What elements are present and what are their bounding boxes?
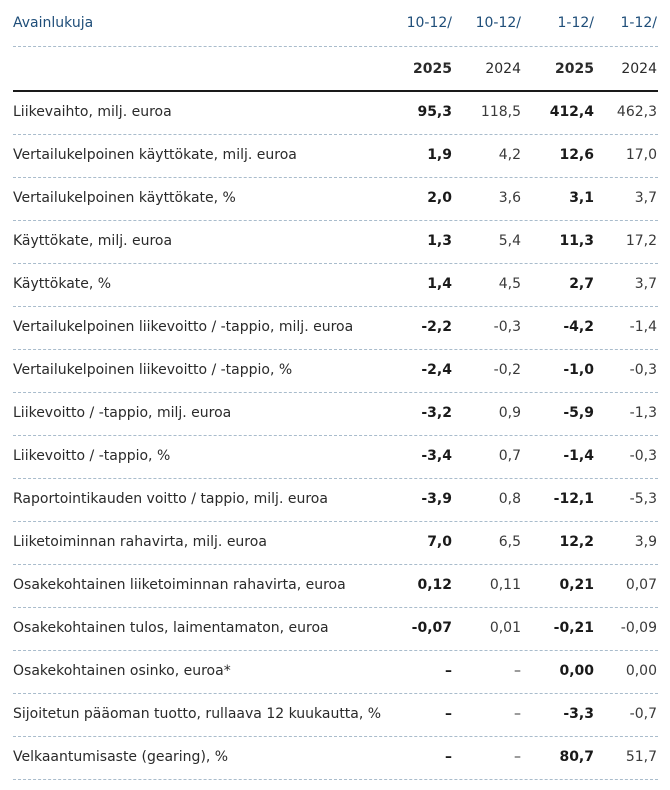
row-value-col-4: 17,0 xyxy=(625,147,657,163)
year-header-2: 2024 xyxy=(485,61,521,77)
row-label: Liikevaihto, milj. euroa xyxy=(13,104,172,120)
row-value-col-3: 0,00 xyxy=(559,663,594,679)
row-value-col-2: 3,6 xyxy=(498,190,521,206)
row-value-col-2: – xyxy=(514,749,521,765)
row-value-col-3: -12,1 xyxy=(553,491,594,507)
row-value-col-1: -0,07 xyxy=(411,620,452,636)
row-value-col-3: -1,0 xyxy=(563,362,594,378)
row-value-col-1: 7,0 xyxy=(427,534,452,550)
row-value-col-4: -0,3 xyxy=(629,448,657,464)
row-value-col-1: – xyxy=(445,706,452,722)
row-value-col-1: 2,0 xyxy=(427,190,452,206)
row-value-col-3: 412,4 xyxy=(549,104,594,120)
row-value-col-1: -2,4 xyxy=(421,362,452,378)
row-label: Käyttökate, milj. euroa xyxy=(13,233,173,249)
row-label: Vertailukelpoinen käyttökate, % xyxy=(13,190,236,206)
row-value-col-4: 0,00 xyxy=(625,663,657,679)
table-row xyxy=(13,393,658,436)
row-label: Sijoitetun pääoman tuotto, rullaava 12 kuukautta, % xyxy=(13,706,382,722)
row-value-col-2: – xyxy=(514,706,521,722)
row-value-col-3: 11,3 xyxy=(559,233,594,249)
row-value-col-1: 95,3 xyxy=(417,104,452,120)
row-value-col-4: -0,7 xyxy=(629,706,657,722)
row-value-col-3: -4,2 xyxy=(563,319,594,335)
row-value-col-4: -0,09 xyxy=(620,620,657,636)
period-header-1: 10-12/ xyxy=(406,15,452,31)
row-label: Osakekohtainen osinko, euroa* xyxy=(13,663,231,679)
row-value-col-4: 462,3 xyxy=(616,104,657,120)
row-value-col-3: -1,4 xyxy=(563,448,594,464)
row-value-col-2: 0,01 xyxy=(489,620,521,636)
row-value-col-2: -0,3 xyxy=(493,319,521,335)
row-label: Liiketoiminnan rahavirta, milj. euroa xyxy=(13,534,267,550)
row-value-col-1: -3,9 xyxy=(421,491,452,507)
period-header-2: 10-12/ xyxy=(475,15,521,31)
row-value-col-1: 1,3 xyxy=(427,233,452,249)
row-label: Liikevoitto / -tappio, % xyxy=(13,448,171,464)
row-label: Osakekohtainen liiketoiminnan rahavirta, euroa xyxy=(13,577,346,593)
row-label: Osakekohtainen tulos, laimentamaton, euroa xyxy=(13,620,329,636)
row-value-col-2: 0,8 xyxy=(498,491,521,507)
row-value-col-3: 0,21 xyxy=(559,577,594,593)
row-value-col-2: – xyxy=(514,663,521,679)
row-label: Vertailukelpoinen liikevoitto / -tappio, milj. euroa xyxy=(13,319,354,335)
table-body xyxy=(13,92,658,780)
row-value-col-4: 3,9 xyxy=(634,534,657,550)
row-value-col-1: -3,4 xyxy=(421,448,452,464)
table-row xyxy=(13,221,658,264)
row-value-col-2: -0,2 xyxy=(493,362,521,378)
row-value-col-4: 51,7 xyxy=(625,749,657,765)
row-value-col-2: 118,5 xyxy=(480,104,521,120)
row-value-col-4: -1,3 xyxy=(629,405,657,421)
table-row xyxy=(13,350,658,393)
row-label: Liikevoitto / -tappio, milj. euroa xyxy=(13,405,232,421)
row-value-col-1: -2,2 xyxy=(421,319,452,335)
row-value-col-3: -0,21 xyxy=(553,620,594,636)
table-row xyxy=(13,608,658,651)
row-value-col-2: 4,2 xyxy=(498,147,521,163)
row-value-col-4: 17,2 xyxy=(625,233,657,249)
year-header-row xyxy=(13,47,658,92)
year-header-4: 2024 xyxy=(621,61,657,77)
table-row xyxy=(13,565,658,608)
table-row xyxy=(13,651,658,694)
row-value-col-1: 1,9 xyxy=(427,147,452,163)
row-value-col-4: -5,3 xyxy=(629,491,657,507)
row-value-col-4: 3,7 xyxy=(634,276,657,292)
row-value-col-4: 0,07 xyxy=(625,577,657,593)
row-value-col-1: – xyxy=(445,749,452,765)
period-header-3: 1-12/ xyxy=(557,15,594,31)
row-value-col-4: -1,4 xyxy=(629,319,657,335)
key-figures-table xyxy=(13,0,658,780)
row-value-col-1: 0,12 xyxy=(417,577,452,593)
period-header-row xyxy=(13,0,658,47)
table-row xyxy=(13,307,658,350)
row-label: Vertailukelpoinen liikevoitto / -tappio, % xyxy=(13,362,293,378)
table-row xyxy=(13,178,658,221)
table-row xyxy=(13,135,658,178)
row-value-col-3: 2,7 xyxy=(569,276,594,292)
period-header-4: 1-12/ xyxy=(620,15,657,31)
table-title: Avainlukuja xyxy=(13,15,94,31)
row-value-col-3: 80,7 xyxy=(559,749,594,765)
row-value-col-4: -0,3 xyxy=(629,362,657,378)
row-value-col-3: 3,1 xyxy=(569,190,594,206)
table-row xyxy=(13,737,658,780)
row-label: Vertailukelpoinen käyttökate, milj. euroa xyxy=(13,147,297,163)
row-value-col-2: 0,11 xyxy=(489,577,521,593)
row-label: Raportointikauden voitto / tappio, milj. euroa xyxy=(13,491,328,507)
table-row xyxy=(13,522,658,565)
row-value-col-2: 6,5 xyxy=(498,534,521,550)
row-value-col-2: 4,5 xyxy=(498,276,521,292)
table-row xyxy=(13,479,658,522)
row-value-col-1: -3,2 xyxy=(421,405,452,421)
table-row xyxy=(13,264,658,307)
row-value-col-1: – xyxy=(445,663,452,679)
row-value-col-3: 12,2 xyxy=(559,534,594,550)
row-value-col-2: 0,7 xyxy=(498,448,521,464)
table-row xyxy=(13,694,658,737)
row-value-col-3: -3,3 xyxy=(563,706,594,722)
table-row xyxy=(13,436,658,479)
row-value-col-3: 12,6 xyxy=(559,147,594,163)
table-row xyxy=(13,92,658,135)
row-value-col-3: -5,9 xyxy=(563,405,594,421)
year-header-3: 2025 xyxy=(555,61,594,77)
year-header-1: 2025 xyxy=(413,61,452,77)
row-value-col-2: 5,4 xyxy=(498,233,521,249)
row-value-col-2: 0,9 xyxy=(498,405,521,421)
row-value-col-1: 1,4 xyxy=(427,276,452,292)
row-label: Käyttökate, % xyxy=(13,276,112,292)
row-label: Velkaantumisaste (gearing), % xyxy=(13,749,229,765)
row-value-col-4: 3,7 xyxy=(634,190,657,206)
